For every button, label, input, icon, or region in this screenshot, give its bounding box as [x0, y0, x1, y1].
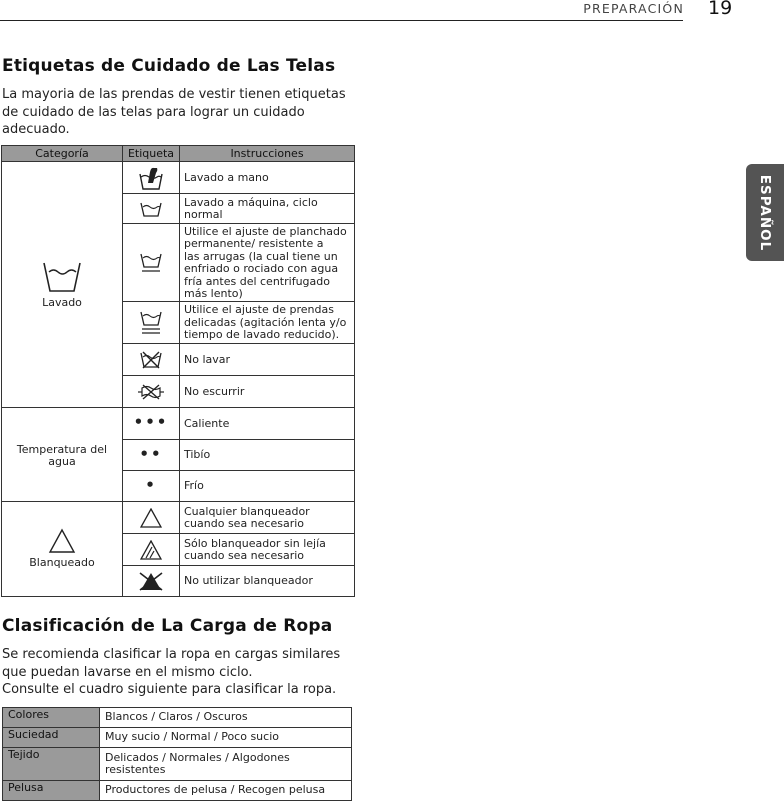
care-labels-intro: La mayoria de las prendas de vestir tienen etiquetas de cuidado de las telas para lograr un cuidado adecuado. [2, 87, 346, 137]
table-row [3, 748, 352, 781]
col-header-label: Etiqueta [123, 146, 180, 162]
category-wash [2, 162, 123, 408]
do-not-bleach-icon [137, 571, 165, 591]
triangle-icon [48, 528, 76, 554]
sort-value: Productores de pelusa / Recogen pelusa [100, 781, 352, 801]
two-dots-icon: •• [139, 444, 163, 463]
sort-key-soil: Suciedad [3, 728, 100, 748]
do-not-wring-icon [137, 384, 165, 400]
sort-laundry-table [2, 707, 352, 801]
one-dot-icon: • [145, 475, 157, 494]
care-table-header-row [2, 146, 355, 162]
col-header-instructions: Instrucciones [180, 146, 355, 162]
instruction-cell: Tibío [180, 440, 355, 471]
table-row [2, 162, 355, 194]
sort-value: Muy sucio / Normal / Poco sucio [100, 728, 352, 748]
sort-laundry-heading: Clasificación de La Carga de Ropa [2, 616, 333, 636]
table-row [3, 728, 352, 748]
sort-laundry-intro: Se recomienda clasificar la ropa en cargas similares que puedan lavarse en el mismo ciclo. Consulte el cuadro siguiente para clasificar la ropa. [2, 647, 341, 697]
instruction-cell: Lavado a máquina, ciclo normal [180, 194, 355, 224]
col-header-category: Categoría [2, 146, 123, 162]
header-divider [0, 20, 683, 21]
hand-wash-icon [138, 165, 164, 191]
table-row [3, 781, 352, 801]
table-row [2, 502, 355, 534]
care-labels-heading: Etiquetas de Cuidado de Las Telas [2, 56, 336, 76]
instruction-cell: Frío [180, 471, 355, 502]
sort-value: Delicados / Normales / Algodones resistentes [100, 748, 352, 781]
care-labels-table [1, 145, 355, 597]
non-chlorine-bleach-icon [140, 540, 162, 560]
instruction-cell: Utilice el ajuste de planchado permanente/ resistente a las arrugas (la cual tiene un enfriado o rociado con agua fría antes del centrifugado más lento) [180, 224, 355, 302]
table-row [2, 408, 355, 440]
section-title: PREPARACIÓN [583, 1, 684, 16]
category-water-temperature [2, 408, 123, 502]
washtub-icon [42, 260, 82, 294]
instruction-cell: No lavar [180, 344, 355, 376]
sort-key-colors: Colores [3, 708, 100, 728]
three-dots-icon: ••• [133, 413, 169, 432]
sort-value: Blancos / Claros / Oscuros [100, 708, 352, 728]
category-label: Lavado [42, 295, 82, 309]
category-label: Blanqueado [29, 556, 95, 570]
language-tab-label: ESPAÑOL [757, 174, 773, 251]
bleach-any-icon [140, 508, 162, 528]
category-label: Temperatura del agua [16, 442, 108, 468]
instruction-cell: Caliente [180, 408, 355, 440]
category-bleach [2, 502, 123, 597]
instruction-cell: Cualquier blanqueador cuando sea necesario [180, 502, 355, 534]
instruction-cell: Lavado a mano [180, 162, 355, 194]
table-row [3, 708, 352, 728]
instruction-cell: No escurrir [180, 376, 355, 408]
instruction-cell: Utilice el ajuste de prendas delicadas (agitación lenta y/o tiempo de lavado reducido). [180, 302, 355, 344]
do-not-wash-icon [140, 351, 162, 369]
machine-wash-icon [140, 201, 162, 217]
page-number: 19 [708, 0, 733, 19]
language-tab [746, 164, 784, 261]
instruction-cell: Sólo blanqueador sin lejía cuando sea necesario [180, 534, 355, 566]
delicate-wash-icon [140, 310, 162, 336]
sort-key-fabric: Tejido [3, 748, 100, 781]
instruction-cell: No utilizar blanqueador [180, 566, 355, 597]
sort-key-lint: Pelusa [3, 781, 100, 801]
permanent-press-icon [140, 252, 162, 274]
